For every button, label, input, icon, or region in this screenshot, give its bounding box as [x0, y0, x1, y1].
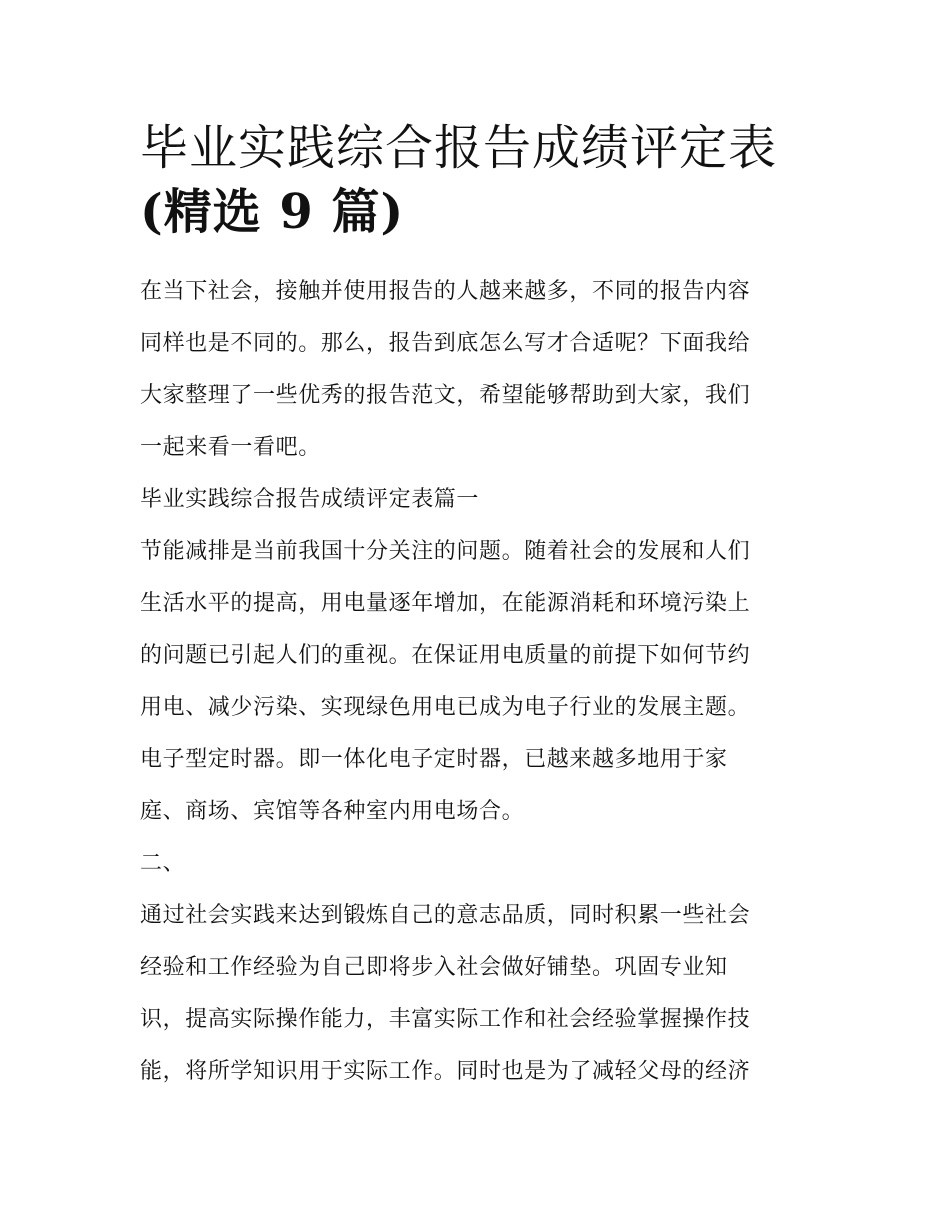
text-line: 识，提高实际操作能力，丰富实际工作和社会经验掌握操作技	[140, 1007, 751, 1032]
section-two-paragraph	[140, 890, 830, 1098]
text-line: 一起来看一看吧。	[140, 435, 321, 460]
text-line: 电子型定时器。即一体化电子定时器，已越来越多地用于家	[140, 747, 728, 772]
text-line: 节能减排是当前我国十分关注的问题。随着社会的发展和人们	[140, 539, 751, 564]
section-one-paragraph	[140, 526, 830, 838]
document-content	[140, 116, 830, 1098]
text-line: 经验和工作经验为自己即将步入社会做好铺垫。巩固专业知	[140, 955, 728, 980]
text-line: 庭、商场、宾馆等各种室内用电场合。	[140, 799, 525, 824]
document-body	[140, 266, 830, 1098]
text-line: 毕业实践综合报告成绩评定表篇一	[140, 487, 480, 512]
text-line: 同样也是不同的。那么，报告到底怎么写才合适呢？下面我给	[140, 331, 751, 356]
text-line: 生活水平的提高，用电量逐年增加，在能源消耗和环境污染上	[140, 591, 751, 616]
intro-paragraph	[140, 266, 830, 474]
text-line: 能，将所学知识用于实际工作。同时也是为了减轻父母的经济	[140, 1059, 751, 1084]
document-title-line: 毕业实践综合报告成绩评定表	[140, 120, 778, 176]
text-line: 在当下社会，接触并使用报告的人越来越多，不同的报告内容	[140, 279, 751, 304]
text-line: 二、	[140, 851, 186, 876]
section-marker	[140, 838, 830, 890]
text-line: 的问题已引起人们的重视。在保证用电质量的前提下如何节约	[140, 643, 751, 668]
text-line: 通过社会实践来达到锻炼自己的意志品质，同时积累一些社会	[140, 903, 751, 928]
section-heading	[140, 474, 830, 526]
document-title-line: (精选 9 篇)	[140, 184, 405, 240]
text-line: 用电、减少污染、实现绿色用电已成为电子行业的发展主题。	[140, 695, 751, 720]
document-title	[140, 116, 830, 244]
text-line: 大家整理了一些优秀的报告范文，希望能够帮助到大家，我们	[140, 383, 751, 408]
